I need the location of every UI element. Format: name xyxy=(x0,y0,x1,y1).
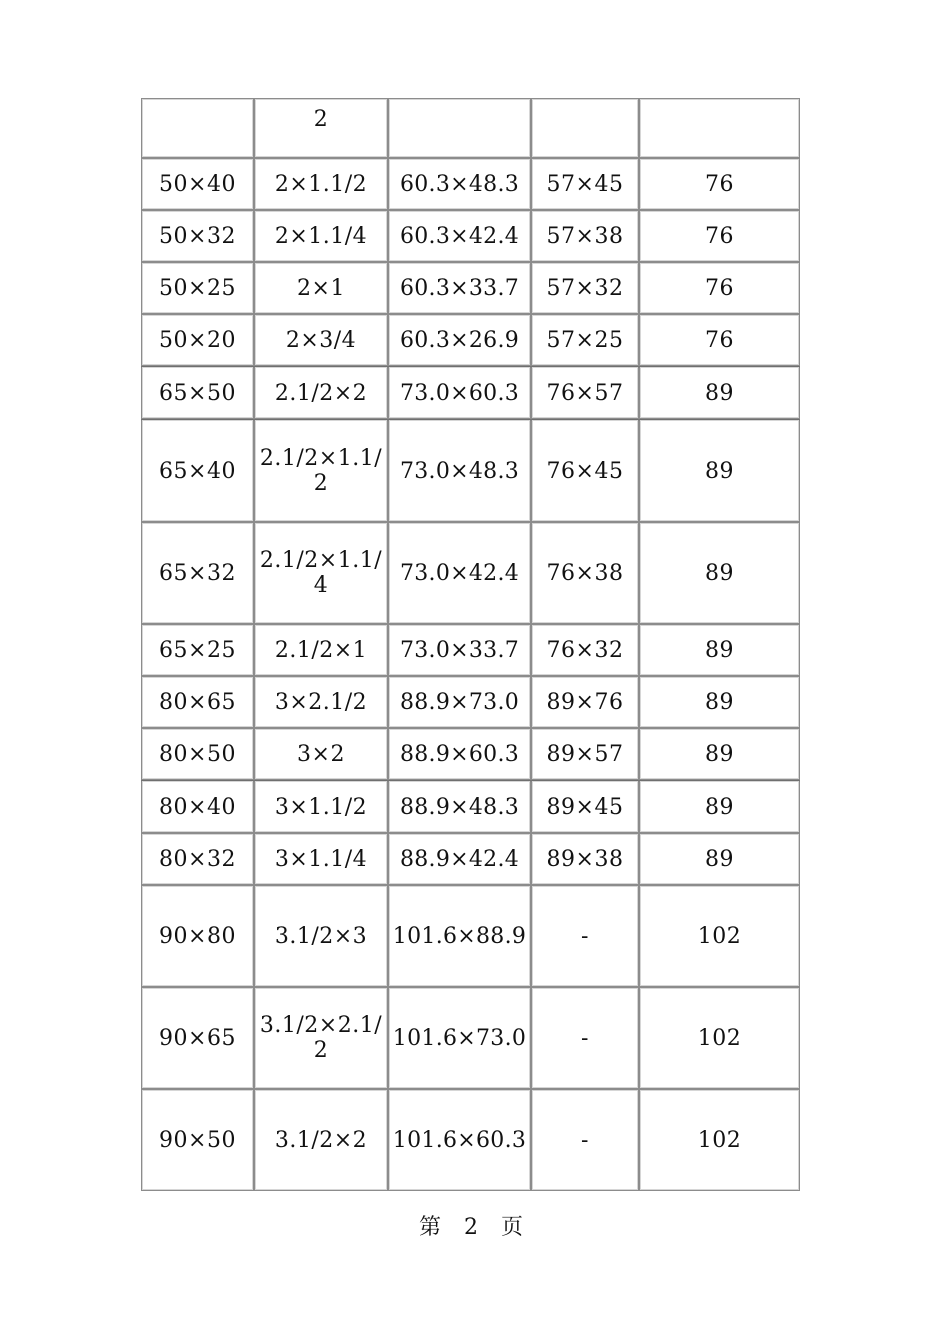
table-cell-nominal-size-dn: 50×20 xyxy=(141,314,254,366)
table-cell-nominal-size-dn: 90×65 xyxy=(141,987,254,1089)
table-cell-nominal-size-inch: 2.1/2×1 xyxy=(254,624,388,676)
table-cell-length-h xyxy=(639,98,800,158)
table-cell-length-h: 76 xyxy=(639,158,800,210)
table-cell-nominal-size-dn: 50×25 xyxy=(141,262,254,314)
table-row xyxy=(141,158,800,210)
table-cell-length-h: 89 xyxy=(639,366,800,419)
table-cell-nominal-size-inch: 3×1.1/4 xyxy=(254,833,388,885)
table-cell-length-h: 102 xyxy=(639,987,800,1089)
table-cell-nominal-size-inch: 2 xyxy=(254,98,388,158)
table-cell-nominal-size-inch: 3.1/2×3 xyxy=(254,885,388,987)
table-cell-nominal-size-dn: 50×40 xyxy=(141,158,254,210)
table-row xyxy=(141,676,800,728)
table-cell-outer-diameter-gb: 89×38 xyxy=(531,833,639,885)
table-cell-outer-diameter-iso: 101.6×73.0 xyxy=(388,987,531,1089)
table-cell-nominal-size-inch: 3.1/2×2.1/2 xyxy=(254,987,388,1089)
table-cell-outer-diameter-iso: 101.6×60.3 xyxy=(388,1089,531,1191)
table-cell-outer-diameter-gb: - xyxy=(531,885,639,987)
table-cell-outer-diameter-iso: 73.0×33.7 xyxy=(388,624,531,676)
table-row xyxy=(141,987,800,1089)
table-cell-nominal-size-dn: 65×32 xyxy=(141,522,254,624)
table-cell-outer-diameter-gb: 57×25 xyxy=(531,314,639,366)
table-cell-outer-diameter-iso: 60.3×33.7 xyxy=(388,262,531,314)
table-cell-length-h: 102 xyxy=(639,1089,800,1191)
table-row xyxy=(141,1089,800,1191)
table-row xyxy=(141,624,800,676)
table-cell-outer-diameter-gb: - xyxy=(531,1089,639,1191)
table-cell-outer-diameter-iso: 88.9×60.3 xyxy=(388,728,531,780)
table-cell-outer-diameter-iso: 60.3×26.9 xyxy=(388,314,531,366)
table-cell-nominal-size-inch: 2×1.1/2 xyxy=(254,158,388,210)
table-cell-nominal-size-dn: 80×50 xyxy=(141,728,254,780)
table-row xyxy=(141,210,800,262)
table-cell-length-h: 89 xyxy=(639,780,800,833)
table-cell-length-h: 102 xyxy=(639,885,800,987)
table-row xyxy=(141,366,800,419)
table-cell-nominal-size-inch: 2.1/2×2 xyxy=(254,366,388,419)
table-cell-length-h: 76 xyxy=(639,314,800,366)
table-cell-outer-diameter-iso: 101.6×88.9 xyxy=(388,885,531,987)
table-cell-length-h: 89 xyxy=(639,728,800,780)
table-cell-nominal-size-inch: 3×2.1/2 xyxy=(254,676,388,728)
table-body xyxy=(141,98,800,1191)
table-cell-outer-diameter-iso: 73.0×60.3 xyxy=(388,366,531,419)
table-cell-length-h: 76 xyxy=(639,210,800,262)
table-cell-length-h: 76 xyxy=(639,262,800,314)
table-cell-nominal-size-inch: 3×1.1/2 xyxy=(254,780,388,833)
table-cell-outer-diameter-gb: 57×32 xyxy=(531,262,639,314)
table-cell-outer-diameter-gb: 57×38 xyxy=(531,210,639,262)
table-row xyxy=(141,885,800,987)
table-cell-outer-diameter-iso: 73.0×42.4 xyxy=(388,522,531,624)
table-row xyxy=(141,522,800,624)
table-cell-outer-diameter-gb: 76×57 xyxy=(531,366,639,419)
table-cell-outer-diameter-gb: 76×38 xyxy=(531,522,639,624)
table-row xyxy=(141,780,800,833)
table-cell-length-h: 89 xyxy=(639,522,800,624)
table-cell-nominal-size-dn xyxy=(141,98,254,158)
table-cell-nominal-size-inch: 2×1.1/4 xyxy=(254,210,388,262)
table-cell-outer-diameter-gb: - xyxy=(531,987,639,1089)
table-cell-length-h: 89 xyxy=(639,676,800,728)
table-cell-outer-diameter-iso: 73.0×48.3 xyxy=(388,419,531,522)
table-cell-nominal-size-inch: 2×1 xyxy=(254,262,388,314)
table-row xyxy=(141,262,800,314)
table-cell-length-h: 89 xyxy=(639,624,800,676)
table-cell-nominal-size-inch: 2×3/4 xyxy=(254,314,388,366)
table-cell-nominal-size-dn: 90×80 xyxy=(141,885,254,987)
table-cell-outer-diameter-gb xyxy=(531,98,639,158)
table-cell-outer-diameter-iso: 88.9×73.0 xyxy=(388,676,531,728)
table-cell-length-h: 89 xyxy=(639,419,800,522)
table-row xyxy=(141,728,800,780)
table-cell-outer-diameter-iso: 60.3×42.4 xyxy=(388,210,531,262)
table-cell-nominal-size-dn: 80×65 xyxy=(141,676,254,728)
table-row xyxy=(141,833,800,885)
table-cell-nominal-size-dn: 50×32 xyxy=(141,210,254,262)
table-cell-outer-diameter-gb: 57×45 xyxy=(531,158,639,210)
table-cell-outer-diameter-gb: 76×32 xyxy=(531,624,639,676)
table-cell-nominal-size-inch: 3×2 xyxy=(254,728,388,780)
table-cell-outer-diameter-iso: 88.9×42.4 xyxy=(388,833,531,885)
table-row xyxy=(141,419,800,522)
table-cell-outer-diameter-gb: 89×57 xyxy=(531,728,639,780)
table-cell-length-h: 89 xyxy=(639,833,800,885)
table-cell-outer-diameter-gb: 89×76 xyxy=(531,676,639,728)
table-cell-nominal-size-inch: 2.1/2×1.1/4 xyxy=(254,522,388,624)
table-cell-outer-diameter-gb: 89×45 xyxy=(531,780,639,833)
table-row xyxy=(141,98,800,158)
table-cell-nominal-size-dn: 65×25 xyxy=(141,624,254,676)
table-cell-nominal-size-inch: 3.1/2×2 xyxy=(254,1089,388,1191)
table-cell-outer-diameter-iso: 88.9×48.3 xyxy=(388,780,531,833)
table-cell-nominal-size-dn: 65×40 xyxy=(141,419,254,522)
table-cell-outer-diameter-gb: 76×45 xyxy=(531,419,639,522)
page-number: 第 2 页 xyxy=(419,1215,531,1240)
table-cell-nominal-size-dn: 80×32 xyxy=(141,833,254,885)
table-cell-nominal-size-dn: 90×50 xyxy=(141,1089,254,1191)
table-cell-nominal-size-dn: 65×50 xyxy=(141,366,254,419)
table-cell-nominal-size-dn: 80×40 xyxy=(141,780,254,833)
pipe-reducer-spec-table xyxy=(141,98,800,1191)
table-row xyxy=(141,314,800,366)
table-cell-outer-diameter-iso xyxy=(388,98,531,158)
table-cell-nominal-size-inch: 2.1/2×1.1/2 xyxy=(254,419,388,522)
table-cell-outer-diameter-iso: 60.3×48.3 xyxy=(388,158,531,210)
